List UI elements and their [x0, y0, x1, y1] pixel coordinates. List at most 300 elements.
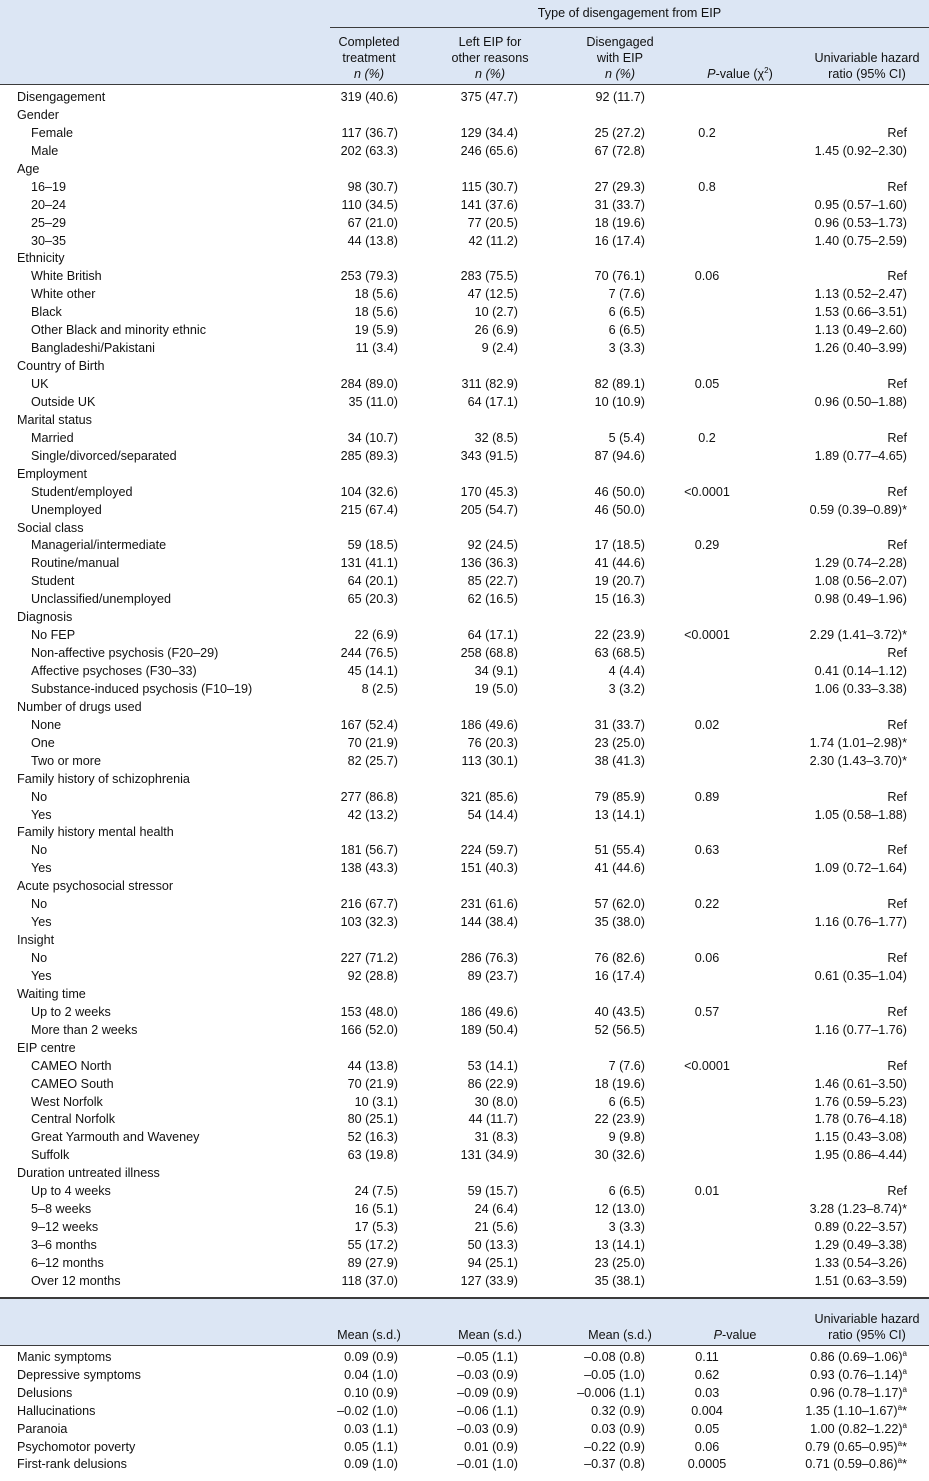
cell-completed	[300, 466, 398, 484]
row-label: Depressive symptoms	[17, 1367, 141, 1382]
cell-disengaged: 7 (7.6)	[608, 1058, 645, 1073]
cell-mean-disengaged: 0.32 (0.9)	[591, 1403, 645, 1418]
cell-mean-left-eip: –0.01 (1.0)	[457, 1457, 518, 1472]
cell-hazard-ratio: 0.93 $(0.76-1.14)^a$	[810, 1366, 907, 1382]
cell-disengaged: 31 (33.7)	[594, 717, 645, 732]
cell-pvalue	[645, 699, 769, 717]
cell-pvalue: 0.22	[694, 897, 720, 912]
cell-hazard-ratio	[769, 466, 929, 484]
cell-disengaged: 10 (10.9)	[594, 394, 645, 409]
cell-mean-completed: 0.09 (1.0)	[344, 1457, 398, 1472]
row-label: No	[31, 951, 48, 965]
cell-left-eip	[398, 771, 518, 789]
row-label: 9–12 weeks	[31, 1220, 99, 1235]
cell-completed: 153 (48.0)	[340, 1004, 398, 1019]
cell-left-eip: 30 (8.0)	[474, 1094, 518, 1109]
cell-completed: 22 (6.9)	[354, 628, 398, 643]
cell-left-eip: 129 (34.4)	[460, 125, 518, 140]
table-row	[0, 286, 929, 304]
cell-pvalue	[645, 932, 769, 950]
cell-hazard-ratio: 1.29 (0.74–2.28)	[814, 556, 907, 571]
row-label: Single/divorced/separated	[31, 448, 177, 463]
cell-pvalue: 0.2	[698, 125, 716, 140]
cell-pvalue	[645, 520, 769, 538]
cell-left-eip: 47 (12.5)	[467, 287, 518, 302]
cell-left-eip: 24 (6.4)	[474, 1202, 518, 1217]
cell-left-eip	[398, 609, 518, 627]
cell-disengaged: 3 (3.2)	[608, 681, 645, 696]
cell-pvalue	[645, 1111, 769, 1129]
cell-hazard-ratio: Ref	[887, 646, 907, 661]
row-label: Age	[17, 161, 40, 176]
cell-hazard-ratio: 1.53 (0.66–3.51)	[814, 305, 907, 320]
cell-left-eip: 375 (47.7)	[460, 90, 518, 104]
cell-completed: 52 (16.3)	[347, 1130, 398, 1145]
cell-disengaged	[518, 466, 645, 484]
cell-completed: 117 (36.7)	[341, 125, 398, 140]
cell-completed	[300, 412, 398, 430]
cell-disengaged: 22 (23.9)	[594, 1112, 645, 1127]
table-row	[0, 107, 929, 125]
cell-pvalue	[645, 860, 769, 878]
cell-disengaged: 6 (6.5)	[608, 323, 645, 338]
table-row	[0, 573, 929, 591]
cell-completed: 55 (17.2)	[347, 1238, 398, 1252]
cell-disengaged: 92 (11.7)	[595, 90, 645, 104]
row-label: EIP centre	[17, 1040, 76, 1055]
table-row	[0, 430, 929, 448]
cell-hazard-ratio: 1.13 (0.52–2.47)	[814, 287, 907, 302]
header-hazard-2-line1: Univariable hazard	[814, 1311, 920, 1326]
cell-hazard-ratio	[769, 520, 929, 538]
cell-completed	[300, 107, 398, 125]
table-row	[0, 1058, 929, 1076]
row-label: Bangladeshi/Pakistani	[31, 341, 155, 356]
cell-hazard-ratio	[769, 107, 929, 125]
cell-pvalue	[645, 107, 769, 125]
cell-left-eip: 131 (34.9)	[460, 1148, 518, 1163]
table-row	[0, 950, 929, 968]
cell-disengaged: 18 (19.6)	[594, 215, 645, 230]
cell-disengaged: 46 (50.0)	[594, 502, 645, 517]
cell-mean-left-eip: –0.03 (0.9)	[457, 1421, 518, 1436]
cell-pvalue	[645, 340, 769, 358]
cell-left-eip: 32 (8.5)	[474, 430, 518, 445]
cell-completed: 181 (56.7)	[340, 843, 398, 858]
table-row	[0, 268, 929, 286]
table-header	[0, 0, 929, 84]
cell-pvalue: 0.02	[694, 717, 720, 732]
cell-hazard-ratio: 1.08 (0.56–2.07)	[814, 574, 907, 589]
cell-hazard-ratio: Ref	[887, 484, 907, 499]
cell-hazard-ratio	[769, 250, 929, 268]
cell-completed: 103 (32.3)	[340, 915, 398, 930]
cell-pvalue	[645, 753, 769, 771]
cell-hazard-ratio: 2.29 (1.41–3.72)*	[809, 628, 907, 643]
cell-hazard-ratio: 0.95 (0.57–1.60)	[814, 197, 907, 212]
cell-hazard-ratio: 1.35 $(1.10-1.67)^a*$	[805, 1402, 907, 1418]
row-label: White other	[31, 287, 96, 302]
header-pvalue: P-value $(\chi^2)$	[707, 66, 773, 81]
cell-disengaged: 41 (44.6)	[594, 861, 645, 876]
cell-pvalue	[645, 645, 769, 663]
table-row	[0, 1183, 929, 1201]
cell-hazard-ratio	[769, 932, 929, 950]
table-row	[0, 179, 929, 197]
cell-pvalue	[645, 286, 769, 304]
cell-left-eip: 53 (14.1)	[467, 1058, 518, 1073]
cell-pvalue	[645, 807, 769, 825]
cell-completed: 63 (19.8)	[347, 1148, 398, 1163]
cell-left-eip: 343 (91.5)	[460, 448, 518, 463]
cell-left-eip: 258 (68.8)	[460, 646, 518, 661]
cell-pvalue	[645, 663, 769, 681]
cell-hazard-ratio: 0.79 $(0.65-0.95)^a*$	[805, 1438, 907, 1454]
header-completed-line1: Completed	[338, 35, 400, 49]
cell-disengaged: 6 (6.5)	[608, 305, 645, 320]
cell-hazard-ratio: 1.74 (1.01–2.98)*	[809, 735, 907, 750]
row-label: Student	[31, 574, 75, 589]
cell-left-eip: 50 (13.3)	[467, 1238, 518, 1252]
cell-disengaged: 22 (23.9)	[594, 628, 645, 643]
cell-hazard-ratio: 0.86 $(0.69-1.06)^a$	[810, 1348, 907, 1364]
cell-hazard-ratio: 0.96 $(0.78-1.17)^a$	[810, 1384, 907, 1400]
table-row	[0, 1129, 929, 1147]
table-row	[0, 591, 929, 609]
table-row	[0, 771, 929, 789]
cell-mean-disengaged: –0.08 (0.8)	[584, 1349, 645, 1364]
cell-pvalue: 0.05	[694, 377, 720, 391]
table-row	[0, 986, 929, 1004]
cell-mean-completed: 0.10 (0.9)	[344, 1385, 398, 1400]
cell-hazard-ratio: 1.26 (0.40–3.99)	[814, 341, 907, 356]
cell-hazard-ratio	[769, 358, 929, 376]
cell-pvalue	[645, 304, 769, 322]
row-label: Yes	[31, 807, 52, 822]
cell-hazard-ratio	[769, 161, 929, 179]
cell-completed	[300, 824, 398, 842]
cell-pvalue	[645, 448, 769, 466]
cell-pvalue: 0.57	[694, 1004, 720, 1019]
cell-hazard-ratio: Ref	[887, 538, 907, 553]
table-row	[0, 842, 929, 860]
cell-completed: 70 (21.9)	[347, 1076, 398, 1091]
cell-mean-completed: 0.04 (1.0)	[344, 1367, 398, 1382]
table-row	[0, 789, 929, 807]
row-label: Outside UK	[31, 394, 96, 409]
cell-pvalue	[645, 502, 769, 520]
row-label: Routine/manual	[31, 556, 120, 571]
cell-disengaged: 13 (14.1)	[594, 1238, 645, 1252]
cell-mean-disengaged: –0.22 (0.9)	[584, 1439, 645, 1454]
table-row	[0, 1421, 929, 1439]
cell-left-eip: 311 (82.9)	[461, 377, 518, 391]
cell-left-eip: 77 (20.5)	[467, 215, 518, 230]
row-label: Acute psychosocial stressor	[17, 879, 174, 894]
row-label: Other Black and minority ethnic	[31, 323, 206, 338]
row-label: Central Norfolk	[31, 1112, 115, 1127]
cell-pvalue	[645, 1237, 769, 1255]
cell-disengaged: 25 (27.2)	[594, 125, 645, 140]
cell-pvalue: <0.0001	[684, 628, 730, 643]
cell-left-eip	[398, 1040, 518, 1058]
table-row	[0, 699, 929, 717]
cell-left-eip: 62 (16.5)	[467, 592, 518, 607]
cell-completed	[300, 1165, 398, 1183]
cell-left-eip: 9 (2.4)	[481, 341, 518, 356]
header-hazard-2-line2: ratio (95% CI)	[828, 1327, 906, 1342]
cell-pvalue	[645, 1022, 769, 1040]
table-row	[0, 304, 929, 322]
row-label: Social class	[17, 520, 84, 535]
cell-hazard-ratio	[769, 699, 929, 717]
cell-left-eip: 113 (30.1)	[461, 753, 518, 768]
cell-pvalue	[645, 143, 769, 161]
cell-pvalue: 0.06	[694, 269, 720, 284]
header-completed-line2: treatment	[342, 51, 396, 65]
cell-disengaged: 79 (85.9)	[594, 789, 645, 804]
cell-hazard-ratio: Ref	[887, 179, 907, 194]
cell-completed: 44 (13.8)	[347, 233, 398, 248]
cell-hazard-ratio: 1.33 (0.54–3.26)	[814, 1255, 907, 1270]
cell-pvalue	[645, 771, 769, 789]
table-row	[0, 1255, 929, 1273]
cell-completed: 82 (25.7)	[347, 753, 398, 768]
row-label: Two or more	[31, 753, 101, 768]
cell-mean-completed: –0.02 (1.0)	[337, 1403, 398, 1418]
row-label: Insight	[17, 933, 55, 948]
row-label: 3–6 months	[31, 1238, 97, 1252]
cell-left-eip: 144 (38.4)	[460, 915, 518, 930]
cell-mean-left-eip: –0.06 (1.1)	[457, 1403, 518, 1418]
table-row	[0, 1349, 929, 1367]
cell-completed: 202 (63.3)	[340, 143, 398, 158]
cell-left-eip: 224 (59.7)	[460, 843, 518, 858]
cell-pvalue	[645, 394, 769, 412]
cell-disengaged: 70 (76.1)	[594, 269, 645, 284]
cell-completed: 215 (67.4)	[340, 502, 398, 517]
cell-left-eip: 231 (61.6)	[460, 897, 518, 912]
header-left-eip	[440, 34, 540, 82]
cell-disengaged	[518, 412, 645, 430]
cell-left-eip: 115 (30.7)	[461, 179, 518, 194]
row-label: 6–12 months	[31, 1255, 104, 1270]
row-label: Psychomotor poverty	[17, 1439, 136, 1454]
cell-completed: 35 (11.0)	[348, 394, 398, 409]
cell-disengaged	[518, 699, 645, 717]
cell-disengaged: 7 (7.6)	[608, 287, 645, 302]
cell-completed: 98 (30.7)	[347, 179, 398, 194]
table-row	[0, 753, 929, 771]
cell-completed: 216 (67.7)	[340, 897, 398, 912]
cell-pvalue: <0.0001	[684, 1058, 730, 1073]
table-row	[0, 1147, 929, 1165]
cell-hazard-ratio: 0.41 (0.14–1.12)	[814, 664, 907, 678]
cell-disengaged	[518, 358, 645, 376]
cell-completed: 42 (13.2)	[347, 807, 398, 822]
row-label: Yes	[31, 968, 52, 983]
cell-pvalue	[645, 1094, 769, 1112]
row-label: Yes	[31, 915, 52, 930]
cell-completed: 67 (21.0)	[347, 215, 398, 230]
cell-left-eip: 205 (54.7)	[460, 502, 518, 517]
cell-pvalue	[645, 1040, 769, 1058]
cell-hazard-ratio	[769, 1040, 929, 1058]
header-mean-completed: Mean (s.d.)	[337, 1327, 401, 1342]
cell-hazard-ratio: Ref	[887, 430, 907, 445]
row-label: Unemployed	[31, 502, 102, 517]
table-row	[0, 555, 929, 573]
row-label: Delusions	[17, 1385, 73, 1400]
table-row	[0, 340, 929, 358]
cell-completed: 253 (79.3)	[340, 269, 398, 284]
row-label: More than 2 weeks	[31, 1022, 138, 1037]
table-row	[0, 466, 929, 484]
cell-pvalue	[645, 161, 769, 179]
row-label: Great Yarmouth and Waveney	[31, 1130, 200, 1145]
header-completed-unit: n (%)	[353, 67, 385, 81]
table-row	[0, 1004, 929, 1022]
row-label: Waiting time	[17, 986, 86, 1001]
cell-left-eip: 19 (5.0)	[474, 681, 518, 696]
cell-disengaged: 41 (44.6)	[594, 556, 645, 571]
cell-disengaged	[518, 107, 645, 125]
row-label: Managerial/intermediate	[31, 538, 167, 553]
cell-hazard-ratio: 1.06 (0.33–3.38)	[814, 681, 907, 696]
cell-disengaged	[518, 250, 645, 268]
cell-left-eip	[398, 878, 518, 896]
cell-completed	[300, 358, 398, 376]
cell-mean-left-eip: –0.09 (0.9)	[457, 1385, 518, 1400]
cell-left-eip: 21 (5.6)	[474, 1220, 518, 1235]
row-label: Up to 2 weeks	[31, 1004, 111, 1019]
cell-hazard-ratio: Ref	[887, 717, 907, 732]
cell-left-eip: 26 (6.9)	[474, 323, 518, 338]
cell-left-eip	[398, 250, 518, 268]
header-hazard-2	[805, 1311, 929, 1343]
cell-left-eip: 34 (9.1)	[474, 664, 518, 678]
cell-hazard-ratio: 1.76 (0.59–5.23)	[814, 1094, 907, 1109]
cell-disengaged: 3 (3.3)	[608, 1220, 645, 1235]
table-row	[0, 412, 929, 430]
table-row	[0, 537, 929, 555]
header-hazard-line2: ratio (95% CI)	[828, 67, 906, 81]
cell-hazard-ratio	[769, 412, 929, 430]
cell-hazard-ratio: 1.13 (0.49–2.60)	[814, 323, 907, 338]
cell-left-eip: 94 (25.1)	[467, 1255, 518, 1270]
cell-completed: 244 (76.5)	[340, 646, 398, 661]
cell-hazard-ratio	[769, 986, 929, 1004]
cell-left-eip: 136 (36.3)	[460, 556, 518, 571]
cell-pvalue: 0.62	[694, 1367, 720, 1382]
cell-left-eip: 89 (23.7)	[467, 968, 518, 983]
cell-left-eip	[398, 824, 518, 842]
characteristics-table	[0, 89, 929, 1291]
cell-completed: 65 (20.3)	[347, 592, 398, 607]
cell-left-eip: 42 (11.2)	[468, 233, 518, 248]
header-mean-left: Mean (s.d.)	[458, 1327, 522, 1342]
cell-disengaged: 13 (14.1)	[594, 807, 645, 822]
cell-completed: 18 (5.6)	[354, 287, 398, 302]
cell-pvalue	[645, 1129, 769, 1147]
header-disengaged-line2: with EIP	[596, 51, 644, 65]
cell-pvalue	[645, 609, 769, 627]
cell-left-eip: 186 (49.6)	[460, 717, 518, 732]
cell-completed: 59 (18.5)	[347, 538, 398, 553]
cell-hazard-ratio: Ref	[887, 897, 907, 912]
cell-disengaged	[518, 771, 645, 789]
cell-left-eip	[398, 699, 518, 717]
row-label: 16–19	[31, 179, 67, 194]
cell-hazard-ratio: 0.89 (0.22–3.57)	[814, 1220, 907, 1235]
cell-pvalue: 0.29	[694, 538, 720, 553]
cell-pvalue	[645, 89, 769, 107]
cell-disengaged: 6 (6.5)	[608, 1094, 645, 1109]
cell-pvalue: <0.0001	[684, 484, 730, 499]
cell-completed: 166 (52.0)	[340, 1022, 398, 1037]
cell-hazard-ratio: 1.16 (0.76–1.77)	[814, 915, 907, 930]
cell-mean-disengaged: –0.05 (1.0)	[584, 1367, 645, 1382]
cell-left-eip: 92 (24.5)	[467, 538, 518, 553]
cell-disengaged: 76 (82.6)	[594, 951, 645, 965]
cell-left-eip	[398, 412, 518, 430]
cell-mean-left-eip: 0.01 (0.9)	[464, 1439, 518, 1454]
cell-pvalue	[645, 968, 769, 986]
row-label: Hallucinations	[17, 1403, 96, 1418]
spanning-header: Type of disengagement from EIP	[537, 6, 722, 20]
cell-hazard-ratio: 1.78 (0.76–4.18)	[814, 1112, 907, 1127]
table-row	[0, 681, 929, 699]
cell-completed	[300, 986, 398, 1004]
table-row	[0, 215, 929, 233]
table-row	[0, 520, 929, 538]
row-label: Duration untreated illness	[17, 1166, 160, 1181]
row-label: UK	[31, 377, 49, 391]
table-row	[0, 627, 929, 645]
cell-disengaged: 31 (33.7)	[594, 197, 645, 212]
column-header-row	[0, 30, 929, 84]
cell-completed	[300, 932, 398, 950]
table-row	[0, 1367, 929, 1385]
cell-completed: 17 (5.3)	[354, 1220, 398, 1235]
row-label: Marital status	[17, 412, 92, 427]
cell-disengaged: 23 (25.0)	[594, 1255, 645, 1270]
cell-pvalue	[645, 735, 769, 753]
row-label: Family history mental health	[17, 825, 174, 840]
cell-left-eip: 64 (17.1)	[467, 628, 518, 643]
cell-hazard-ratio: 1.16 (0.77–1.76)	[814, 1022, 907, 1037]
cell-disengaged: 46 (50.0)	[594, 484, 645, 499]
cell-pvalue	[645, 555, 769, 573]
table-row	[0, 896, 929, 914]
row-label: Family history of schizophrenia	[17, 771, 190, 786]
table-row	[0, 824, 929, 842]
cell-hazard-ratio: 1.89 (0.77–4.65)	[814, 448, 907, 463]
cell-hazard-ratio: 1.15 (0.43–3.08)	[814, 1130, 907, 1145]
cell-disengaged	[518, 824, 645, 842]
row-label: Suffolk	[31, 1148, 70, 1163]
row-label: 30–35	[31, 233, 67, 248]
cell-pvalue	[645, 986, 769, 1004]
cell-completed: 16 (5.1)	[354, 1202, 398, 1217]
cell-completed	[300, 771, 398, 789]
cell-hazard-ratio: 1.46 (0.61–3.50)	[814, 1076, 907, 1091]
cell-completed	[300, 161, 398, 179]
table-row	[0, 735, 929, 753]
row-label: 20–24	[31, 197, 67, 212]
row-label: No	[31, 897, 48, 912]
table-row	[0, 1456, 929, 1474]
